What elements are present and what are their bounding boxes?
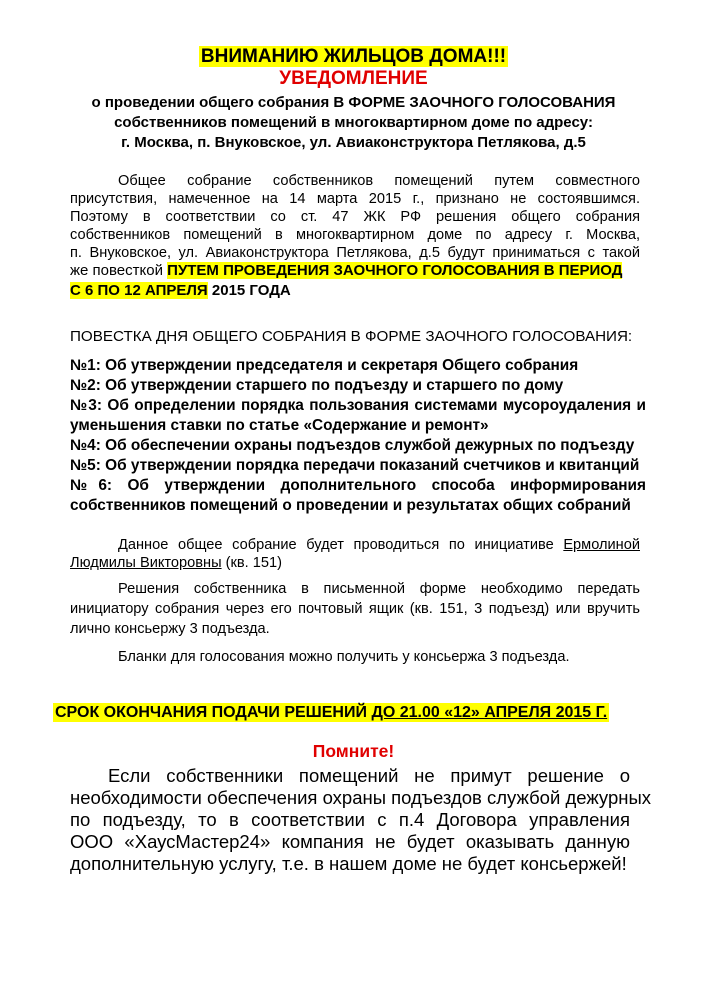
- decisions-line-2: инициатору собрания через его почтовый ящик (кв. 151, 3 подъезд) или вручить: [70, 601, 640, 617]
- initiative-line-1: [118, 536, 640, 554]
- reminder-title: Помните!: [312, 741, 395, 761]
- agenda-item-6: №6: Об утверждении дополнительного способа информирования: [70, 477, 646, 494]
- attention-heading-row: [0, 45, 707, 69]
- subtitle-line-2: собственников помещений в многоквартирном доме по адресу:: [114, 114, 593, 131]
- subtitle-line-3: г. Москва, п. Внуковское, ул. Авиаконструктора Петлякова, д.5: [121, 134, 586, 151]
- deadline-banner: [53, 702, 609, 724]
- agenda-item-2: №2: Об утверждении старшего по подъезду и старшего по дому: [70, 377, 564, 394]
- agenda-item-4: №4: Об обеспечении охраны подъездов службой дежурных по подъезду: [70, 437, 635, 454]
- initiator-name: Людмилы Викторовны: [70, 555, 222, 571]
- subtitle-line-1: о проведении общего собрания В ФОРМЕ ЗАОЧНОГО ГОЛОСОВАНИЯ: [91, 94, 616, 111]
- initiative-text: Данное общее собрание будет проводиться по инициативе: [118, 537, 554, 553]
- intro-line-7: [70, 282, 640, 300]
- intro-line-5: п. Внуковское, ул. Авиаконструктора Петлякова, д.5 будут приниматься с такой: [70, 245, 640, 261]
- decisions-line-1: Решения собственника в письменной форме необходимо передать: [118, 581, 640, 597]
- intro-line-6-text: же повесткой: [70, 262, 163, 279]
- agenda-item-1: №1: Об утверждении председателя и секретаря Общего собрания: [70, 357, 579, 374]
- attention-heading: ВНИМАНИЮ ЖИЛЬЦОВ ДОМА!!!: [200, 46, 507, 67]
- deadline-date: ДО 21.00 «12» АПРЕЛЯ 2015 Г.: [371, 704, 608, 721]
- intro-line-6: [70, 262, 640, 280]
- intro-line-4: собственников помещений в многоквартирном доме по адресу г. Москва,: [70, 227, 640, 243]
- deadline-prefix: СРОК ОКОНЧАНИЯ ПОДАЧИ РЕШЕНИЙ: [55, 704, 367, 721]
- reminder-line-4: ООО «ХаусМастер24» компания не будет оказывать данную: [70, 831, 630, 852]
- voting-method-highlight: ПУТЕМ ПРОВЕДЕНИЯ ЗАОЧНОГО ГОЛОСОВАНИЯ В ПЕРИОД: [167, 262, 623, 279]
- decisions-line-3: лично консьержу 3 подъезда.: [70, 621, 270, 637]
- agenda-item-3: №3: Об определении порядка пользования системами мусороудаления и: [70, 397, 646, 414]
- intro-line-3: Поэтому в соответствии со ст. 47 ЖК РФ решения общего собрания: [70, 209, 640, 225]
- forms-availability: Бланки для голосования можно получить у консьержа 3 подъезда.: [118, 649, 570, 665]
- voting-period-highlight: С 6 ПО 12 АПРЕЛЯ: [70, 282, 208, 299]
- agenda-title: ПОВЕСТКА ДНЯ ОБЩЕГО СОБРАНИЯ В ФОРМЕ ЗАОЧНОГО ГОЛОСОВАНИЯ:: [70, 328, 633, 345]
- reminder-line-2: необходимости обеспечения охраны подъездов службой дежурных: [70, 787, 651, 808]
- deadline-highlight: [53, 703, 609, 722]
- agenda-item-6-continued: собственников помещений о проведении и результатах общих собраний: [70, 497, 631, 514]
- intro-line-2: присутствия, намеченное на 14 марта 2015 г., признано не состоявшимся.: [70, 191, 640, 207]
- agenda-item-3-continued: уменьшения ставки по статье «Содержание и ремонт»: [70, 417, 489, 434]
- initiative-line-2: [70, 554, 640, 572]
- voting-year: 2015 ГОДА: [211, 282, 291, 299]
- intro-line-1: Общее собрание собственников помещений путем совместного: [118, 173, 640, 189]
- notice-title: УВЕДОМЛЕНИЕ: [279, 68, 428, 89]
- reminder-line-5: дополнительную услугу, т.е. в нашем доме не будет консьержей!: [70, 853, 627, 874]
- initiator-apartment: (кв. 151): [225, 555, 282, 571]
- reminder-line-1: Если собственники помещений не примут решение о: [108, 765, 630, 786]
- agenda-item-5: №5: Об утверждении порядка передачи показаний счетчиков и квитанций: [70, 457, 640, 474]
- initiator-surname: Ермолиной: [563, 537, 640, 553]
- reminder-line-3: по подъезду, то в соответствии с п.4 Договора управления: [70, 809, 630, 830]
